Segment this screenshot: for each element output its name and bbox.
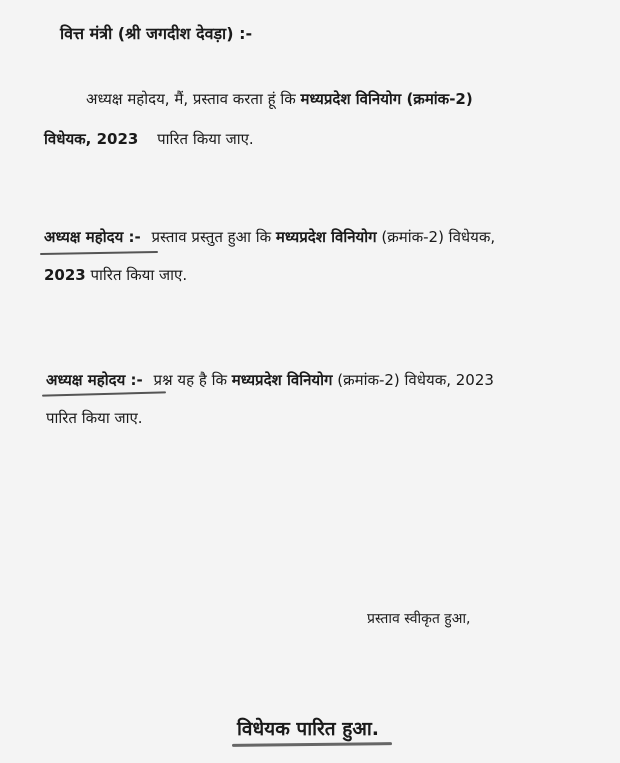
motion-text: अध्यक्ष महोदय, मैं, प्रस्ताव करता हूं कि xyxy=(86,90,301,108)
finance-minister-label: वित्त मंत्री (श्री जगदीश देवड़ा) :- xyxy=(60,24,253,43)
speaker-block-2-line-2: पारित किया जाए. xyxy=(46,409,143,427)
handwritten-underline xyxy=(40,251,158,255)
speaker-text-suffix: (क्रमांक-2) विधेयक, 2023 xyxy=(332,371,494,389)
speaker-block-2-line-1 xyxy=(46,370,494,390)
speaker-block-1-line-1 xyxy=(44,227,495,247)
motion-adopted-note: प्रस्ताव स्वीकृत हुआ, xyxy=(367,611,471,627)
bill-year: 2023 xyxy=(44,266,86,284)
handwritten-underline xyxy=(232,742,392,747)
bill-name: मध्यप्रदेश विनियोग xyxy=(231,371,333,389)
speaker-label: अध्यक्ष महोदय :- xyxy=(46,371,143,389)
speaker-block-1-line-2 xyxy=(44,265,187,285)
speaker-text: प्रस्ताव प्रस्तुत हुआ कि xyxy=(151,228,276,246)
motion-line-2 xyxy=(44,129,254,149)
bill-passed-note: विधेयक पारित हुआ. xyxy=(237,718,379,740)
speaker-text-suffix: (क्रमांक-2) विधेयक, xyxy=(376,228,496,246)
speaker-text: प्रश्न यह है कि xyxy=(153,371,232,389)
motion-line-1 xyxy=(86,89,473,109)
bill-year: विधेयक, 2023 xyxy=(44,130,139,148)
handwritten-underline xyxy=(42,391,166,396)
bill-name: मध्यप्रदेश विनियोग (क्रमांक-2) xyxy=(300,90,473,108)
speaker-text-end: पारित किया जाए. xyxy=(85,266,188,284)
speaker-label: अध्यक्ष महोदय :- xyxy=(44,228,141,246)
motion-text-end: पारित किया जाए. xyxy=(157,130,254,148)
bill-name: मध्यप्रदेश विनियोग xyxy=(275,228,377,246)
